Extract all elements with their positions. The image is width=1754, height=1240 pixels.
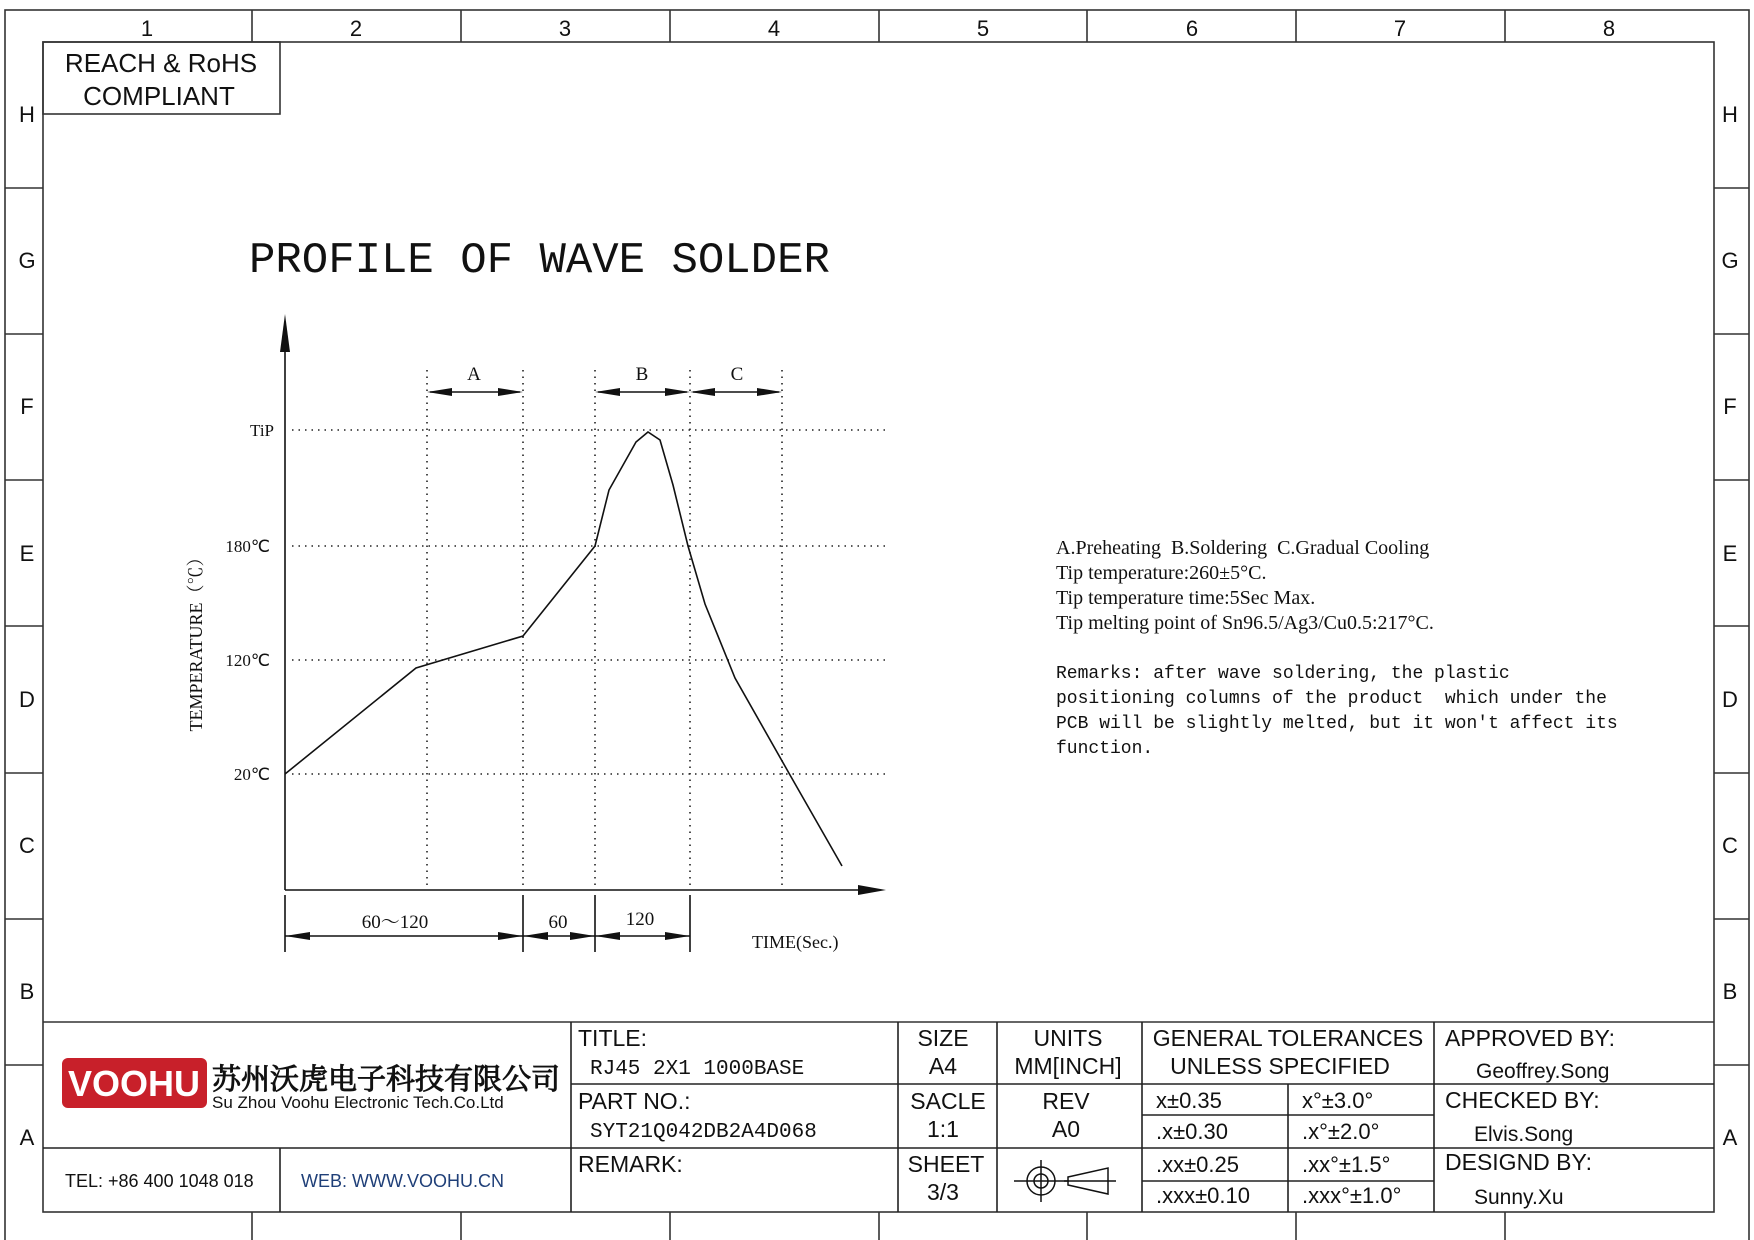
time-dim-solder: 120 [625, 909, 655, 930]
zone-col-8: 8 [1602, 16, 1616, 41]
y-axis-label: TEMPERATURE（℃） [186, 548, 206, 732]
compliance-line-1: REACH & RoHS [64, 48, 258, 78]
tolerance-linear-2: .xx±0.25 [1156, 1152, 1240, 1177]
zone-row-d-left: D [19, 687, 35, 712]
note-line-1: A.Preheating B.Soldering C.Gradual Cooling [1056, 537, 1430, 559]
remarks-line-4: function. [1056, 739, 1154, 759]
zone-row-c-left: C [19, 833, 35, 858]
logo-text: VOOHU [67, 1063, 201, 1104]
zone-row-f-right: F [1723, 394, 1737, 419]
scale-label: SACLE [910, 1088, 986, 1114]
tolerance-angular-0: x°±3.0° [1302, 1088, 1374, 1113]
zone-row-h-left: H [19, 102, 35, 127]
size-value: A4 [928, 1053, 958, 1079]
company-web[interactable]: WEB: WWW.VOOHU.CN [301, 1171, 504, 1191]
y-tick-120: 120℃ [225, 651, 270, 670]
time-dim-preheat: 60～120 [361, 912, 429, 933]
title-label: TITLE: [578, 1025, 648, 1051]
sheet-label: SHEET [907, 1151, 985, 1177]
zone-row-a-right: A [1722, 1125, 1738, 1150]
designed-by-label: DESIGND BY: [1445, 1149, 1592, 1175]
remark-label: REMARK: [578, 1151, 683, 1177]
time-dim-ramp: 60 [548, 912, 568, 933]
remarks-line-2: positioning columns of the product which under the [1056, 689, 1607, 709]
part-no-label: PART NO.: [578, 1088, 691, 1114]
checked-by-label: CHECKED BY: [1445, 1087, 1600, 1113]
rev-label: REV [1042, 1088, 1090, 1114]
zone-row-g-left: G [18, 248, 36, 273]
company-name-en: Su Zhou Voohu Electronic Tech.Co.Ltd [212, 1093, 504, 1112]
tolerance-header-1: GENERAL TOLERANCES [1152, 1025, 1424, 1051]
part-no-value: SYT21Q042DB2A4D068 [590, 1121, 817, 1144]
tolerance-linear-3: .xxx±0.10 [1156, 1183, 1251, 1208]
y-tick-20: 20℃ [233, 765, 270, 784]
company-name-cn: 苏州沃虎电子科技有限公司 [212, 1064, 561, 1096]
zone-col-4: 4 [767, 16, 781, 41]
tolerance-angular-1: .x°±2.0° [1302, 1119, 1380, 1144]
zone-row-h-right: H [1722, 102, 1738, 127]
zone-row-e-left: E [19, 541, 35, 566]
tolerance-linear-1: .x±0.30 [1156, 1119, 1229, 1144]
y-tick-tip: TiP [250, 421, 274, 440]
x-axis-label: TIME(Sec.) [752, 932, 839, 952]
zone-row-b-left: B [19, 979, 35, 1004]
company-logo [62, 1058, 207, 1108]
zone-c-label: C [730, 364, 744, 385]
tolerance-angular-3: .xxx°±1.0° [1302, 1183, 1402, 1208]
zone-b-label: B [635, 364, 649, 385]
rev-value: A0 [1051, 1116, 1081, 1142]
zone-col-2: 2 [349, 16, 363, 41]
units-label: UNITS [1033, 1025, 1103, 1051]
approved-by-value: Geoffrey.Song [1476, 1060, 1610, 1083]
zone-row-g-right: G [1721, 248, 1739, 273]
zone-row-c-right: C [1722, 833, 1738, 858]
compliance-line-2: COMPLIANT [83, 81, 235, 111]
drawing-title: PROFILE OF WAVE SOLDER [249, 236, 830, 286]
designed-by-value: Sunny.Xu [1474, 1186, 1564, 1209]
zone-a-label: A [467, 364, 481, 385]
title-value: RJ45 2X1 1000BASE [590, 1058, 805, 1081]
tolerance-angular-2: .xx°±1.5° [1302, 1152, 1391, 1177]
y-tick-180: 180℃ [225, 537, 270, 556]
note-line-4: Tip melting point of Sn96.5/Ag3/Cu0.5:217°C. [1056, 612, 1434, 634]
zone-row-f-left: F [20, 394, 34, 419]
checked-by-value: Elvis.Song [1474, 1123, 1574, 1146]
remarks-line-3: PCB will be slightly melted, but it won't affect its [1056, 714, 1618, 734]
zone-col-7: 7 [1393, 16, 1407, 41]
company-tel: TEL: +86 400 1048 018 [65, 1171, 254, 1191]
zone-col-3: 3 [558, 16, 572, 41]
remarks-line-1: Remarks: after wave soldering, the plastic [1056, 664, 1510, 684]
zone-col-6: 6 [1185, 16, 1199, 41]
zone-col-5: 5 [976, 16, 990, 41]
zone-row-a-left: A [19, 1125, 35, 1150]
scale-value: 1:1 [927, 1116, 959, 1142]
tolerance-linear-0: x±0.35 [1156, 1088, 1222, 1113]
note-line-3: Tip temperature time:5Sec Max. [1056, 587, 1316, 609]
units-value: MM[INCH] [1014, 1053, 1122, 1079]
size-label: SIZE [917, 1025, 969, 1051]
zone-row-e-right: E [1722, 541, 1738, 566]
zone-col-1: 1 [140, 16, 154, 41]
tolerance-header-2: UNLESS SPECIFIED [1170, 1053, 1390, 1079]
sheet-value: 3/3 [927, 1179, 959, 1205]
zone-row-b-right: B [1722, 979, 1738, 1004]
approved-by-label: APPROVED BY: [1445, 1025, 1616, 1051]
note-line-2: Tip temperature:260±5°C. [1056, 562, 1267, 584]
zone-row-d-right: D [1722, 687, 1738, 712]
